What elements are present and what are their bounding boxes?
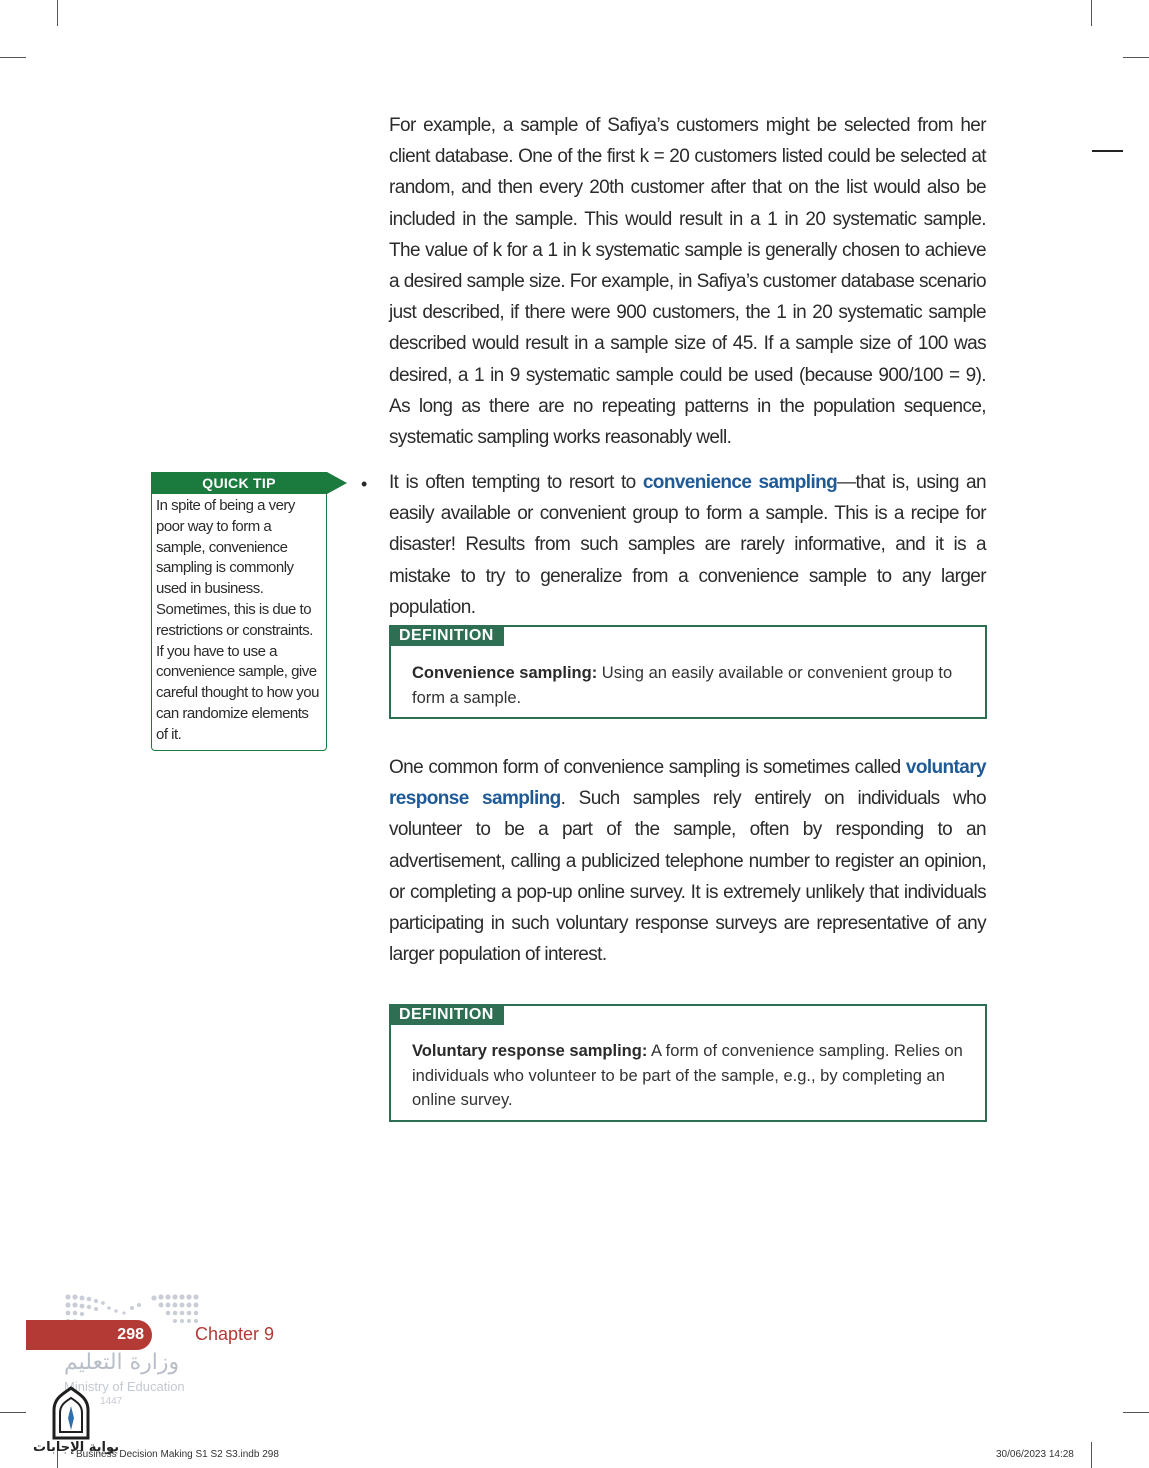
arrow-right-icon (327, 472, 347, 494)
definition-label: DEFINITION (389, 625, 504, 646)
quick-tip-title: QUICK TIP (151, 472, 327, 494)
ministry-year: 1447 (100, 1396, 123, 1407)
crop-mark (1091, 1442, 1092, 1468)
crop-mark (1092, 150, 1123, 152)
bullet-icon: • (361, 474, 368, 494)
portal-lantern-logo-icon (48, 1386, 94, 1442)
quick-tip-text: In spite of being a very poor way to form a sample, convenience sampling is commonly used in business. Sometimes, this is due to restrictions or constraints. If you have to use a convenience sample, give careful thought to how you can randomize elements of it. (151, 494, 327, 751)
crop-mark (1091, 0, 1092, 26)
para2-text-before: One common form of convenience sampling is sometimes called (389, 757, 906, 778)
portal-name-arabic: بوابة الإجابات (33, 1440, 119, 1455)
ministry-name-arabic: وزارة التعليم (64, 1350, 180, 1375)
page-number: 298 (117, 1326, 144, 1343)
quick-tip-box (151, 472, 327, 751)
definition-term: Convenience sampling: (412, 664, 598, 682)
paragraph-systematic-sampling: For example, a sample of Safiya’s customers might be selected from her client database. One of the first k = 20 customers listed could be selected at random, and then every 20th customer after that on the list would also be included in the sample. This would result in a 1 in 20 systematic sample. The value of k for a 1 in k systematic sample is generally chosen to achieve a desired sample size. For example, in Safiya’s customer database scenario just described, if there were 900 customers, the 1 in 20 systematic sample described would result in a sample size of 45. If a sample size of 100 was desired, a 1 in 9 systematic sample could be used (because 900/100 = 9). As long as there are no repeating patterns in the population sequence, systematic sampling works reasonably well. (389, 115, 986, 449)
term-voluntary-response-sampling: voluntary response sampling (389, 757, 986, 810)
definition-label: DEFINITION (389, 1004, 504, 1025)
para2-text-after: . Such samples rely entirely on individuals who volunteer to be a part of the sample, often by responding to an advertisement, calling a publicized telephone number to register an opinion, or completing a pop-up online survey. It is extremely unlikely that individuals participating in such voluntary response surveys are representative of any larger population of interest. (389, 788, 986, 966)
bullet-text-after: —that is, using an easily available or convenient group to form a sample. This is a recipe for disaster! Results from such samples are rarely informative, and it is a mistake to try to generalize from a convenience sample to any larger population. (389, 472, 986, 618)
definition-body: Using an easily available or convenient group to form a sample. (412, 664, 953, 707)
definition-term: Voluntary response sampling: (412, 1042, 648, 1060)
definition-body: A form of convenience sampling. Relies on individuals who volunteer to be part of the sample, e.g., by completing an online survey. (412, 1042, 963, 1109)
paragraph-voluntary-response (389, 752, 986, 970)
crop-mark (0, 1412, 26, 1413)
crop-mark (1123, 1412, 1149, 1413)
bullet-text-before: It is often tempting to resort to (389, 472, 643, 493)
chapter-label: Chapter 9 (195, 1324, 275, 1344)
definition-box-convenience (389, 625, 987, 719)
crop-mark (0, 57, 26, 58)
crop-mark (1123, 57, 1149, 58)
crop-mark (57, 0, 58, 26)
print-slug-datetime: 30/06/2023 14:28 (996, 1449, 1074, 1460)
term-convenience-sampling: convenience sampling (642, 472, 838, 493)
definition-box-voluntary (389, 1004, 987, 1122)
paragraph-convenience-bullet (389, 467, 986, 623)
print-slug-filename: Business Decision Making S1 S2 S3.indb 298 (76, 1449, 279, 1460)
ministry-name-english: Ministry of Education (64, 1379, 185, 1394)
page-number-tab (26, 1320, 152, 1350)
